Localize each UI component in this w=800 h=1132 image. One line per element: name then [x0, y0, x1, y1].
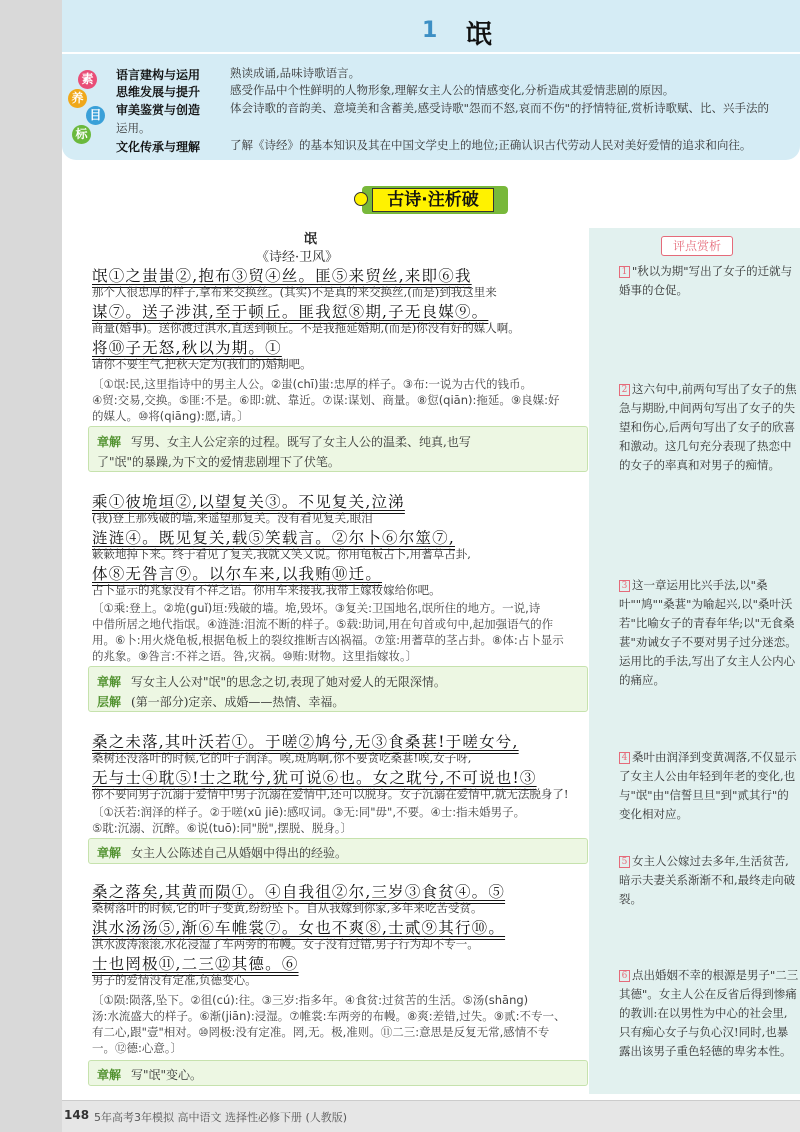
stanza-analysis-box [88, 666, 588, 712]
translation-line: 商量(婚事)。送你渡过淇水,直送到顿丘。不是我拖延婚期,(而是)你没有好的媒人啊。 [92, 321, 520, 335]
divider [62, 52, 800, 54]
footer-text: 5年高考3年模拟 高中语文 选择性必修下册 (人教版) [94, 1111, 348, 1124]
goal-label: 文化传承与理解 [116, 140, 201, 154]
poem-line: 淇水汤汤⑤,渐⑥车帷裳⑦。女也不爽⑧,士贰⑨其行⑩。 [92, 919, 506, 937]
goal-label: 思维发展与提升 [116, 85, 201, 99]
commentary-item [619, 748, 799, 828]
translation-line: 簌簌地掉下来。终于看见了复关,我就又笑又说。你用龟板占卜,用蓍草占卦, [92, 547, 471, 561]
annotation-line: ⑤耽:沉溺、沉醉。⑥说(tuō):同"脱",摆脱、脱身。〕 [92, 821, 353, 835]
poem-title: 氓 [304, 232, 318, 247]
goal-text: 熟读成诵,品味诗歌语言。 [230, 66, 361, 80]
translation-line: 你不要同男子沉溺于爱情中!男子沉溺在爱情中,还可以脱身。女子沉溺在爱情中,就无法脱身了! [92, 787, 569, 801]
translation-line: 那个人很忠厚的样子,拿布来交换丝。(其实)不是真的来交换丝,(而是)到我这里来 [92, 285, 497, 299]
annotation-line: 〔①沃若:润泽的样子。②于嗟(xū jiē):感叹词。③无:同"毋",不要。④士:指未婚男子。 [92, 805, 526, 819]
translation-line: (我)登上那残破的墙,来遥望那复关。没有看见复关,眼泪 [92, 511, 373, 525]
poem-line: 氓①之蚩蚩②,抱布③贸④丝。匪⑤来贸丝,来即⑥我 [92, 267, 472, 285]
section-banner-label: 古诗·注析破 [372, 188, 494, 212]
badge-char: 养 [68, 89, 87, 108]
page-number: 148 [64, 1108, 90, 1122]
goal-text: 感受作品中个性鲜明的人物形象,理解女主人公的情感变化,分析造成其爱情悲剧的原因。 [230, 83, 675, 97]
poem-line: 桑之落矣,其黄而陨①。④自我徂②尔,三岁③食贫④。⑤ [92, 883, 506, 901]
page-footer [62, 1100, 800, 1132]
analysis-text: 写"氓"变心。 [131, 1068, 203, 1082]
note-number: 5 [619, 856, 630, 868]
commentary-sidebar [589, 228, 800, 1094]
analysis-label: 章解 [97, 1068, 122, 1082]
objectives-card [62, 0, 800, 160]
poem-line: 谋⑦。送子涉淇,至于顿丘。匪我愆⑧期,子无良媒⑨。 [92, 303, 489, 321]
commentary-item [619, 576, 799, 696]
annotation-line: 〔①乘:登上。②垝(guǐ)垣:残破的墙。垝,毁坏。③复关:卫国地名,氓所住的地方。一说,诗 [92, 601, 541, 615]
commentary-text: 这六句中,前两句写出了女子的焦急与期盼,中间两句写出了女子的失望和伤心,后两句写出了女子的欣喜和激动。这几句充分表现了热恋中的女子的率真和对男子的痴情。 [619, 382, 797, 472]
analysis-text: 了"氓"的暴躁,为下文的爱情悲剧埋下了伏笔。 [97, 455, 340, 469]
commentary-tag: 评点赏析 [661, 236, 733, 256]
badge-char: 目 [86, 106, 105, 125]
translation-line: 桑树落叶的时候,它的叶子变黄,纷纷坠下。自从我嫁到你家,多年来吃苦受贫。 [92, 901, 483, 915]
analysis-text: 女主人公陈述自己从婚姻中得出的经验。 [131, 846, 348, 860]
note-number: 1 [619, 266, 630, 278]
section-banner [362, 186, 508, 214]
goal-label: 语言建构与运用 [116, 68, 201, 82]
poem-line: 无与士④耽⑤!士之耽兮,犹可说⑥也。女之耽兮,不可说也!③ [92, 769, 537, 787]
translation-line: 请你不要生气,把秋天定为(我们的)婚期吧。 [92, 357, 312, 371]
analysis-label: 章解 [97, 675, 122, 689]
commentary-item [619, 966, 799, 1086]
poem-source: 《诗经·卫风》 [256, 250, 339, 265]
badge-char: 标 [72, 125, 91, 144]
commentary-item [619, 852, 799, 912]
goal-text: 体会诗歌的音韵美、意境美和含蓄美,感受诗歌"怨而不怒,哀而不伤"的抒情特征,赏析诗歌赋、比、兴手法的 [230, 101, 770, 115]
analysis-label: 层解 [97, 695, 122, 709]
annotation-line: 的媒人。⑩将(qiāng):愿,请。〕 [92, 409, 249, 423]
stanza-analysis-box [88, 838, 588, 864]
goal-continuation: 运用。 [116, 121, 151, 135]
stanza-analysis-box [88, 1060, 588, 1086]
page [62, 0, 800, 1132]
commentary-text: 点出婚姻不幸的根源是男子"二三其德"。女主人公在反省后得到惨痛的教训:在以男性为中心的社会里,只有痴心女子与负心汉!同时,也暴露出该男子重色轻德的卑劣本性。 [619, 968, 799, 1058]
annotation-line: ④贸:交易,交换。⑤匪:不是。⑥即:就、靠近。⑦谋:谋划、商量。⑧愆(qiān):拖延。⑨良媒:好 [92, 393, 560, 407]
annotation-line: 有二心,跟"壹"相对。⑩罔极:没有定准。罔,无。极,准则。⑪二三:意思是反复无常,感情不专 [92, 1025, 550, 1039]
translation-line: 占卜显示的兆象没有不祥之语。你用车来接我,我带上嫁妆嫁给你吧。 [92, 583, 441, 597]
analysis-text: 写女主人公对"氓"的思念之切,表现了她对爱人的无限深情。 [131, 675, 446, 689]
analysis-text: 写男、女主人公定亲的过程。既写了女主人公的温柔、纯真,也写 [131, 435, 471, 449]
commentary-item [619, 380, 799, 500]
goal-label: 审美鉴赏与创造 [116, 103, 201, 117]
annotation-line: 〔①陨:陨落,坠下。②徂(cú):往。③三岁:指多年。④食贫:过贫苦的生活。⑤汤(shāng) [92, 993, 529, 1007]
note-number: 3 [619, 580, 630, 592]
annotation-line: 中借所居之地代指氓。④涟涟:泪流不断的样子。⑤载:助词,用在句首或句中,起加强语气的作 [92, 617, 554, 631]
commentary-text: 女主人公嫁过去多年,生活贫苦,暗示夫妻关系渐渐不和,最终走向破裂。 [619, 854, 796, 906]
analysis-label: 章解 [97, 846, 122, 860]
translation-line: 男子的爱情没有定准,负德变心。 [92, 973, 257, 987]
translation-line: 桑树还没落叶的时候,它的叶子润泽。唉,斑鸠啊,你不要贪吃桑葚!唉,女子呀, [92, 751, 472, 765]
commentary-text: 桑叶由润泽到变黄凋落,不仅显示了女主人公由年轻到年老的变化,也与"氓"由"信誓旦旦"到"贰其行"的变化相对应。 [619, 750, 797, 821]
lesson-number: 1 [422, 18, 438, 43]
poem-line: 桑之未落,其叶沃若①。于嗟②鸠兮,无③食桑葚!于嗟女兮, [92, 733, 519, 751]
literacy-goals-badge [68, 70, 108, 146]
note-number: 4 [619, 752, 630, 764]
lesson-title: 氓 [466, 20, 493, 50]
goal-text: 了解《诗经》的基本知识及其在中国文学史上的地位;正确认识古代劳动人民对美好爱情的追求和向往。 [230, 138, 752, 152]
stanza-analysis-box [88, 426, 588, 472]
poem-line: 涟涟④。既见复关,载⑤笑载言。②尔卜⑥尔筮⑦, [92, 529, 455, 547]
note-number: 6 [619, 970, 630, 982]
poem-line: 士也罔极⑪,二三⑫其德。⑥ [92, 955, 299, 973]
translation-line: 淇水波涛滚滚,水花浸湿了车两旁的布幔。女子没有过错,男子行为却不专一。 [92, 937, 479, 951]
annotation-line: 〔①氓:民,这里指诗中的男主人公。②蚩(chī)蚩:忠厚的样子。③布:一说为古代的钱币。 [92, 377, 532, 391]
annotation-line: 用。⑥卜:用火烧龟板,根据龟板上的裂纹推断吉凶祸福。⑦筮:用蓍草的茎占卦。⑧体:占卜显示 [92, 633, 564, 647]
analysis-text: (第一部分)定亲、成婚——热情、幸福。 [131, 695, 345, 709]
annotation-line: 汤:水流盛大的样子。⑥渐(jiān):浸湿。⑦帷裳:车两旁的布幔。⑧爽:差错,过失。⑨贰:不专一、 [92, 1009, 566, 1023]
commentary-text: 这一章运用比兴手法,以"桑叶""鸠""桑葚"为喻起兴,以"桑叶沃若"比喻女子的青春年华;以"无食桑葚"劝诫女子不要对男子过分迷恋。运用比的手法,写出了女主人公内心的痛应。 [619, 578, 797, 687]
annotation-line: 的兆象。⑨咎言:不祥之语。咎,灾祸。⑩贿:财物。这里指嫁妆。〕 [92, 649, 418, 663]
analysis-label: 章解 [97, 435, 122, 449]
poem-line: 乘①彼垝垣②,以望复关③。不见复关,泣涕 [92, 493, 405, 511]
annotation-line: 一。⑫德:心意。〕 [92, 1041, 183, 1055]
commentary-text: "秋以为期"写出了女子的迁就与婚事的仓促。 [619, 264, 793, 297]
poem-line: 将⑩子无怒,秋以为期。① [92, 339, 282, 357]
banner-dot-icon [354, 192, 368, 206]
badge-char: 素 [78, 70, 97, 89]
note-number: 2 [619, 384, 630, 396]
commentary-item [619, 262, 799, 302]
poem-line: 体⑧无咎言⑨。以尔车来,以我贿⑩迁。 [92, 565, 383, 583]
